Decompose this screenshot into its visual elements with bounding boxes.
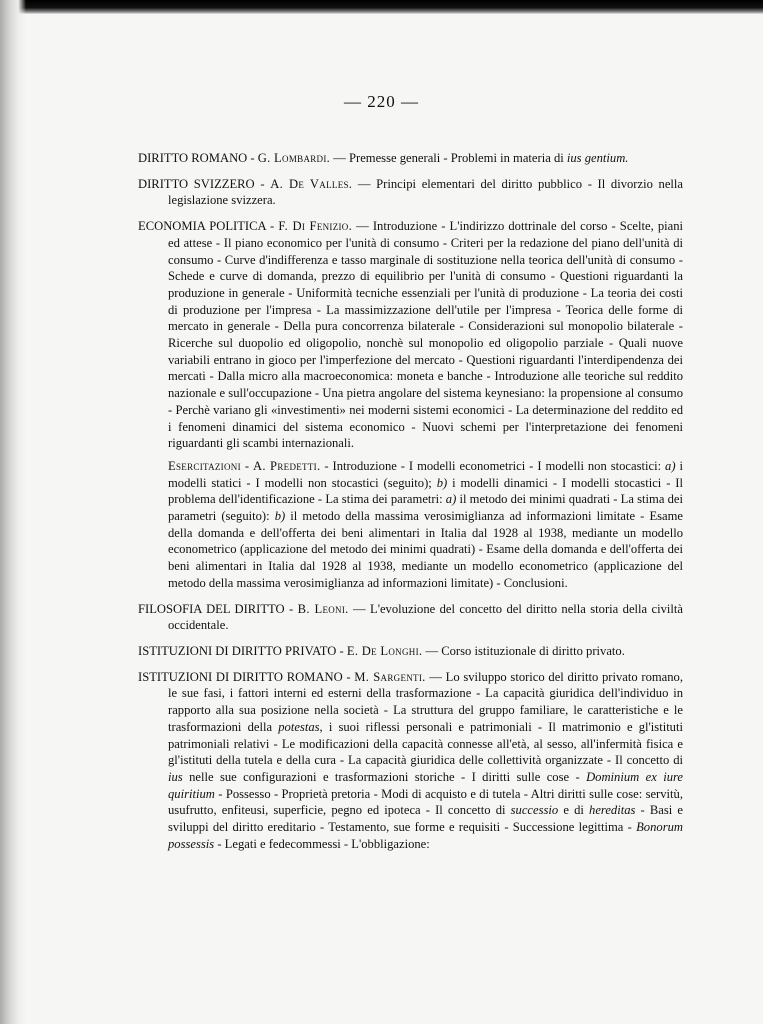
- entry-author: E. De Longhi.: [346, 643, 423, 658]
- scan-left-edge: [0, 0, 26, 1024]
- entry-subject: DIRITTO SVIZZERO: [138, 176, 255, 191]
- entry-italic: Dominium ex iure quiritium: [168, 769, 684, 801]
- entry-subject: ECONOMIA POLITICA: [138, 219, 266, 234]
- entry-text: — L'evoluzione del concetto del diritto nella storia della civiltà occidentale.: [168, 601, 683, 633]
- entry-diritto-svizzero: DIRITTO SVIZZERO - A. De Valles. — Principi elementari del diritto pubblico - Il divorzio nella legislazione svizzera.: [138, 176, 683, 208]
- entry-text: i suoi riflessi personali e patrimoniali - Il matrimonio e gl'istituti patrimoniali relativi - Le modificazioni della capacità connesse all'età, al sesso, all'infermità fisica e gl'istituti della tutela e della cura - La capacità giuridica delle collettività organizzate - Il concetto di: [168, 719, 683, 768]
- entry-italic: ius: [168, 769, 183, 784]
- esercitazioni-label: Esercitazioni: [168, 458, 241, 473]
- entry-subject: FILOSOFIA DEL DIRITTO: [138, 601, 285, 616]
- course-list: [138, 150, 683, 861]
- entry-author: F. Di Fenizio.: [278, 219, 353, 234]
- esercitazioni-item-marker: a): [665, 458, 676, 473]
- esercitazioni-item-marker: b): [274, 509, 286, 524]
- entry-filosofia-diritto: FILOSOFIA DEL DIRITTO - B. Leoni. — L'evoluzione del concetto del diritto nella storia della civiltà occidentale.: [138, 601, 683, 633]
- esercitazioni-text: il metodo dei minimi quadrati - La stima dei parametri (seguito):: [168, 492, 683, 524]
- entry-italic: successio: [510, 803, 559, 818]
- esercitazioni-text: - Introduzione - I modelli econometrici - I modelli non stocastici:: [324, 458, 666, 473]
- esercitazioni-item-marker: a): [445, 492, 457, 507]
- entry-italic: hereditas: [589, 803, 636, 818]
- entry-italic: Bonorum possessis: [168, 820, 683, 851]
- esercitazioni-author: A. Predetti.: [252, 458, 321, 473]
- entry-subject: DIRITTO ROMANO: [138, 151, 248, 165]
- entry-italic: potestas,: [278, 719, 323, 734]
- esercitazioni-paragraph: Esercitazioni - A. Predetti. - Introduzione - I modelli econometrici - I modelli non stocastici: a) i modelli statici - I modelli non stocastici (seguito); b) i modelli dinamici - I modelli stocastici - Il problema dell'identificazione - La stima dei parametri: a) il metodo dei minimi quadrati - La stima dei parametri (seguito): b) il metodo della massima verosimiglianza ad informazioni limitate - Esame della domanda e dell'offerta dei beni alimentari in Italia dal 1928 al 1938, mediante un modello econometrico (applicazione del metodo dei minimi quadrati) - Esame della domanda e dell'offerta dei beni alimentari in Italia dal 1928 al 1938, mediante un modello econometrico (applicazione del metodo della massima verosimiglianza ad informazioni limitate) - Conclusioni.: [168, 458, 684, 590]
- entry-istituzioni-romano: ISTITUZIONI DI DIRITTO ROMANO - M. Sargenti. — Lo sviluppo storico del diritto privato romano, le sue fasi, i fattori interni ed esterni della trasformazione - La capacità giuridica dell'individuo in rapporto alla sua posizione nella società - La struttura del gruppo familiare, le caratteristiche e le trasformazioni della potestas, i suoi riflessi personali e patrimoniali - Il matrimonio e gl'istituti patrimoniali relativi - Le modificazioni della capacità connesse all'età, al sesso, all'infermità fisica e gl'istituti della tutela e della cura - La capacità giuridica delle collettività organizzate - Il concetto di ius nelle sue configurazioni e trasformazioni storiche - I diritti sulle cose - Dominium ex iure quiritium - Possesso - Proprietà pretoria - Modi di acquisto e di tutela - Altri diritti sulle cose: servitù, usufrutto, enfiteusi, superficie, pegno ed ipoteca - Il concetto di successio e di hereditas - Basi e sviluppi del diritto ereditario - Testamento, sue forme e requisiti - Successione legittima - Bonorum possessis - Legati e fedecommessi - L'obbligazione:: [138, 669, 684, 851]
- esercitazioni-text: i modelli dinamici - I modelli stocastici - Il problema dell'identificazione - La stima dei parametri:: [168, 475, 683, 507]
- entry-text: nelle sue configurazioni e trasformazioni storiche - I diritti sulle cose -: [182, 769, 587, 784]
- entry-italic: ius gentium.: [566, 151, 629, 165]
- scan-top-edge: [0, 0, 763, 14]
- entry-author: M. Sargenti.: [354, 669, 426, 684]
- entry-economia-politica: ECONOMIA POLITICA - F. Di Fenizio. — Introduzione - L'indirizzo dottrinale del corso - Scelte, piani ed attese - Il piano economico per l'unità di consumo - Criteri per la redazione del piano dell'unità di consumo - Curve d'indifferenza e tasso marginale di sostituzione nella teorica dell'unità di consumo - Schede e curve di domanda, prezzo di equilibrio per l'unità di consumo - Questioni riguardanti la produzione in generale - Uniformità tecniche essenziali per l'unità di produzione - La teoria dei costi di produzione per l'impresa - La massimizzazione dell'utile per l'impresa - Teorica delle forme di mercato in generale - Della pura concorrenza bilaterale - Considerazioni sul monopolio bilaterale - Ricerche sul duopolio ed oligopolio, nonchè sul monopolio ed oligopolio parziale - Quali nuove variabili entrano in gioco per l'imperfezione del mercato - Questioni riguardanti l'interdipendenza dei mercati - Dalla micro alla macroeconomica: moneta e banche - Introduzione alle teoriche sul reddito nazionale e sull'occupazione - Una pietra angolare del sistema keynesiano: la propensione al consumo - Perchè variano gli «investimenti» nei moderni sistemi economici - La determinazione del reddito ed i fenomeni dinamici del sistema economico - Nuovi schemi per l'interpretazione dei fenomeni riguardanti gli scambi internazionali. Esercitazioni - A. Predetti. - Introduzione - I modelli econometrici - I modelli non stocastici: a) i modelli statici - I modelli non stocastici (seguito); b) i modelli dinamici - I modelli stocastici - Il problema dell'identificazione - La stima dei parametri: a) il metodo dei minimi quadrati - La stima dei parametri (seguito): b) il metodo della massima verosimiglianza ad informazioni limitate - Esame della domanda e dell'offerta dei beni alimentari in Italia dal 1928 al 1938, mediante un modello econometrico (applicazione del metodo dei minimi quadrati) - Esame della domanda e dell'offerta dei beni alimentari in Italia dal 1928 al 1938, mediante un modello econometrico (applicazione del metodo della massima verosimiglianza ad informazioni limitate) - Conclusioni.: [138, 219, 684, 590]
- entry-text: - Basi e sviluppi del diritto ereditario - Testamento, sue forme e requisiti - Successione legittima -: [168, 803, 683, 835]
- entry-text: — Introduzione - L'indirizzo dottrinale del corso - Scelte, piani ed attese - Il piano economico per l'unità di consumo - Criteri per la redazione del piano dell'unità di consumo - Curve d'indifferenza e tasso marginale di sostituzione nella teorica dell'unità di consumo - Schede e curve di domanda, prezzo di equilibrio per l'unità di consumo - Questioni riguardanti la produzione in generale - Uniformità tecniche essenziali per l'unità di produzione - La teoria dei costi di produzione per l'impresa - La massimizzazione dell'utile per l'impresa - Teorica delle forme di mercato in generale - Della pura concorrenza bilaterale - Considerazioni sul monopolio bilaterale - Ricerche sul duopolio ed oligopolio, nonchè sul monopolio ed oligopolio parziale - Quali nuove variabili entrano in gioco per l'imperfezione del mercato - Questioni riguardanti l'interdipendenza dei mercati - Dalla micro alla macroeconomica: moneta e banche - Introduzione alle teoriche sul reddito nazionale e sull'occupazione - Una pietra angolare del sistema keynesiano: la propensione al consumo - Perchè variano gli «investimenti» nei moderni sistemi economici - La determinazione del reddito ed i fenomeni dinamici del sistema economico - Nuovi schemi per l'interpretazione dei fenomeni riguardanti gli scambi internazionali.: [168, 219, 683, 451]
- entry-author: G. Lombardi.: [257, 151, 331, 165]
- entry-subject: ISTITUZIONI DI DIRITTO PRIVATO: [138, 643, 337, 658]
- entry-text: — Corso istituzionale di diritto privato.: [425, 643, 625, 658]
- entry-author: B. Leoni.: [297, 601, 349, 616]
- entry-text: — Premesse generali - Problemi in materia di: [333, 151, 567, 165]
- entry-text: — Principi elementari del diritto pubblico - Il divorzio nella legislazione svizzera.: [168, 176, 683, 208]
- entry-author: A. De Valles.: [270, 176, 353, 191]
- entry-text: — Lo sviluppo storico del diritto privato romano, le sue fasi, i fattori interni ed esterni della trasformazione - La capacità giuridica dell'individuo in rapporto alla sua posizione nella società - La struttura del gruppo familiare, le caratteristiche e le trasformazioni della: [168, 669, 683, 734]
- esercitazioni-text: il metodo della massima verosimiglianza ad informazioni limitate - Esame della domanda e dell'offerta dei beni alimentari in Italia dal 1928 al 1938, mediante un modello econometrico (applicazione del metodo dei minimi quadrati) - Esame della domanda e dell'offerta dei beni alimentari in Italia dal 1928 al 1938, mediante un modello econometrico (applicazione del metodo della massima verosimiglianza ad informazioni limitate) - Conclusioni.: [168, 509, 684, 590]
- entry-istituzioni-privato: ISTITUZIONI DI DIRITTO PRIVATO - E. De Longhi. — Corso istituzionale di diritto privato.: [138, 643, 625, 658]
- entry-text: e di: [558, 803, 590, 818]
- entry-diritto-romano: DIRITTO ROMANO - G. Lombardi. — Premesse generali - Problemi in materia di ius gentium.: [138, 151, 629, 165]
- esercitazioni-text: i modelli statici - I modelli non stocastici (seguito);: [168, 458, 683, 490]
- page-number: — 220 —: [344, 92, 419, 111]
- entry-subject: ISTITUZIONI DI DIRITTO ROMANO: [138, 669, 343, 684]
- esercitazioni-item-marker: b): [436, 475, 448, 490]
- entry-text: - Legati e fedecommessi - L'obbligazione:: [214, 836, 430, 851]
- entry-text: - Possesso - Proprietà pretoria - Modi di acquisto e di tutela - Altri diritti sulle cose: servitù, usufrutto, enfiteusi, superficie, pegno ed ipoteca - Il concetto di: [168, 786, 683, 818]
